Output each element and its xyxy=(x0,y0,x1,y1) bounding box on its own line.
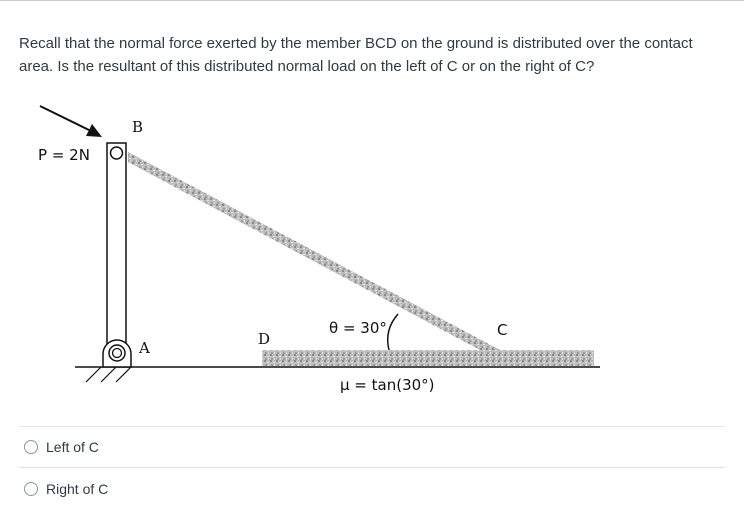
pin-support-a xyxy=(103,340,131,367)
angle-arc xyxy=(388,314,398,350)
radio-button[interactable] xyxy=(24,440,38,454)
point-c-label: C xyxy=(497,321,508,339)
point-d-label: D xyxy=(258,330,271,348)
answer-label: Left of C xyxy=(46,439,99,455)
member-bcd xyxy=(128,152,500,350)
member-ab xyxy=(107,143,126,363)
answer-left-of-c[interactable] xyxy=(24,435,99,459)
answer-right-of-c[interactable] xyxy=(24,477,108,501)
pin-b xyxy=(111,147,123,159)
answer-divider xyxy=(19,467,725,468)
ground-hatch xyxy=(86,367,131,382)
angle-label: θ = 30° xyxy=(329,319,387,337)
mechanics-figure xyxy=(0,95,744,405)
answer-label: Right of C xyxy=(46,481,109,497)
point-b-label: B xyxy=(132,118,144,136)
question-text: Recall that the normal force exerted by the member BCD on the ground is distributed over the contact area. Is the resultant of this distributed normal load on the left of C or on the right of C? xyxy=(19,35,693,75)
friction-label: μ = tan(30°) xyxy=(340,376,435,394)
radio-button[interactable] xyxy=(24,482,38,496)
top-border xyxy=(0,0,744,1)
force-label: P = 2N xyxy=(38,146,90,164)
answer-divider xyxy=(19,426,725,427)
point-a-label: A xyxy=(139,339,150,357)
force-arrow xyxy=(40,106,102,137)
ground-contact-strip xyxy=(262,350,594,366)
